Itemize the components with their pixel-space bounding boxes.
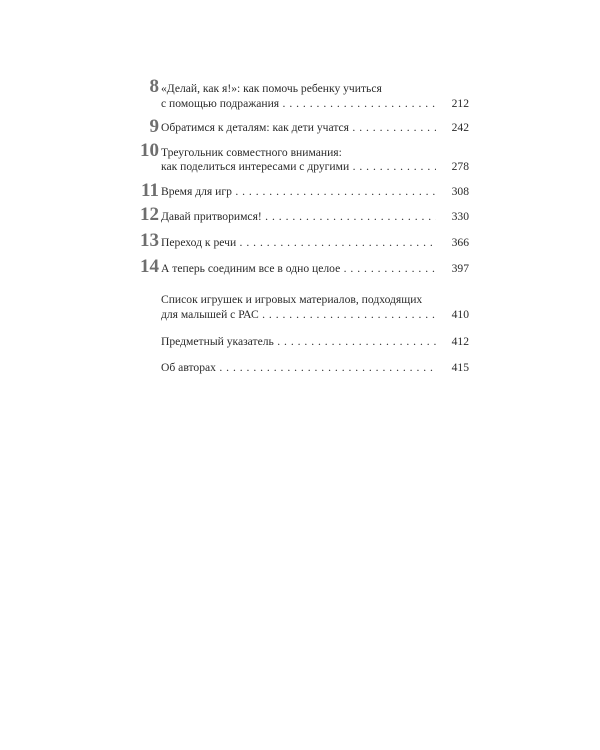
chapter-number: 12 [140,204,159,225]
chapter-number: 8 [149,76,159,97]
entry-title-line-1: Давай притворимся! . . . [161,210,436,224]
entry-title-line-1: А теперь соединим все в одно целое . . . [161,262,436,276]
chapter-number: 11 [141,180,159,201]
chapter-number: 13 [140,230,159,251]
entry-title-line-1: «Делай, как я!»: как помочь ребенку учиться [161,82,382,95]
chapter-number: 9 [149,116,159,137]
entry-title-line-1: Треугольник совместного внимания: [161,146,342,159]
entry-title-line-1: Список игрушек и игровых материалов, подходящих [161,293,423,306]
entry-title-line-2: с помощью подражания . . . [161,97,436,111]
page-number: 415 [436,361,469,375]
chapter-number: 10 [140,140,159,161]
entry-title-line-2: для малышей с РАС . . . [161,308,436,322]
page-number: 410 [436,308,469,322]
page-number: 366 [436,236,469,250]
page-number: 308 [436,185,469,199]
entry-title-line-1: Время для игр . . . [161,185,436,199]
entry-title-line-1: Предметный указатель . . . [161,335,436,349]
page-number: 278 [436,160,469,174]
page-number: 330 [436,210,469,224]
chapter-number: 14 [140,256,159,277]
page-number: 212 [436,97,469,111]
entry-title-line-1: Переход к речи . . . [161,236,436,250]
page-number: 242 [436,121,469,135]
entry-title-line-2: как поделиться интересами с другими . . . [161,160,436,174]
entry-title-line-1: Обратимся к деталям: как дети учатся . . . [161,121,436,135]
page-number: 397 [436,262,469,276]
page-number: 412 [436,335,469,349]
entry-title-line-1: Об авторах . . . [161,361,436,375]
